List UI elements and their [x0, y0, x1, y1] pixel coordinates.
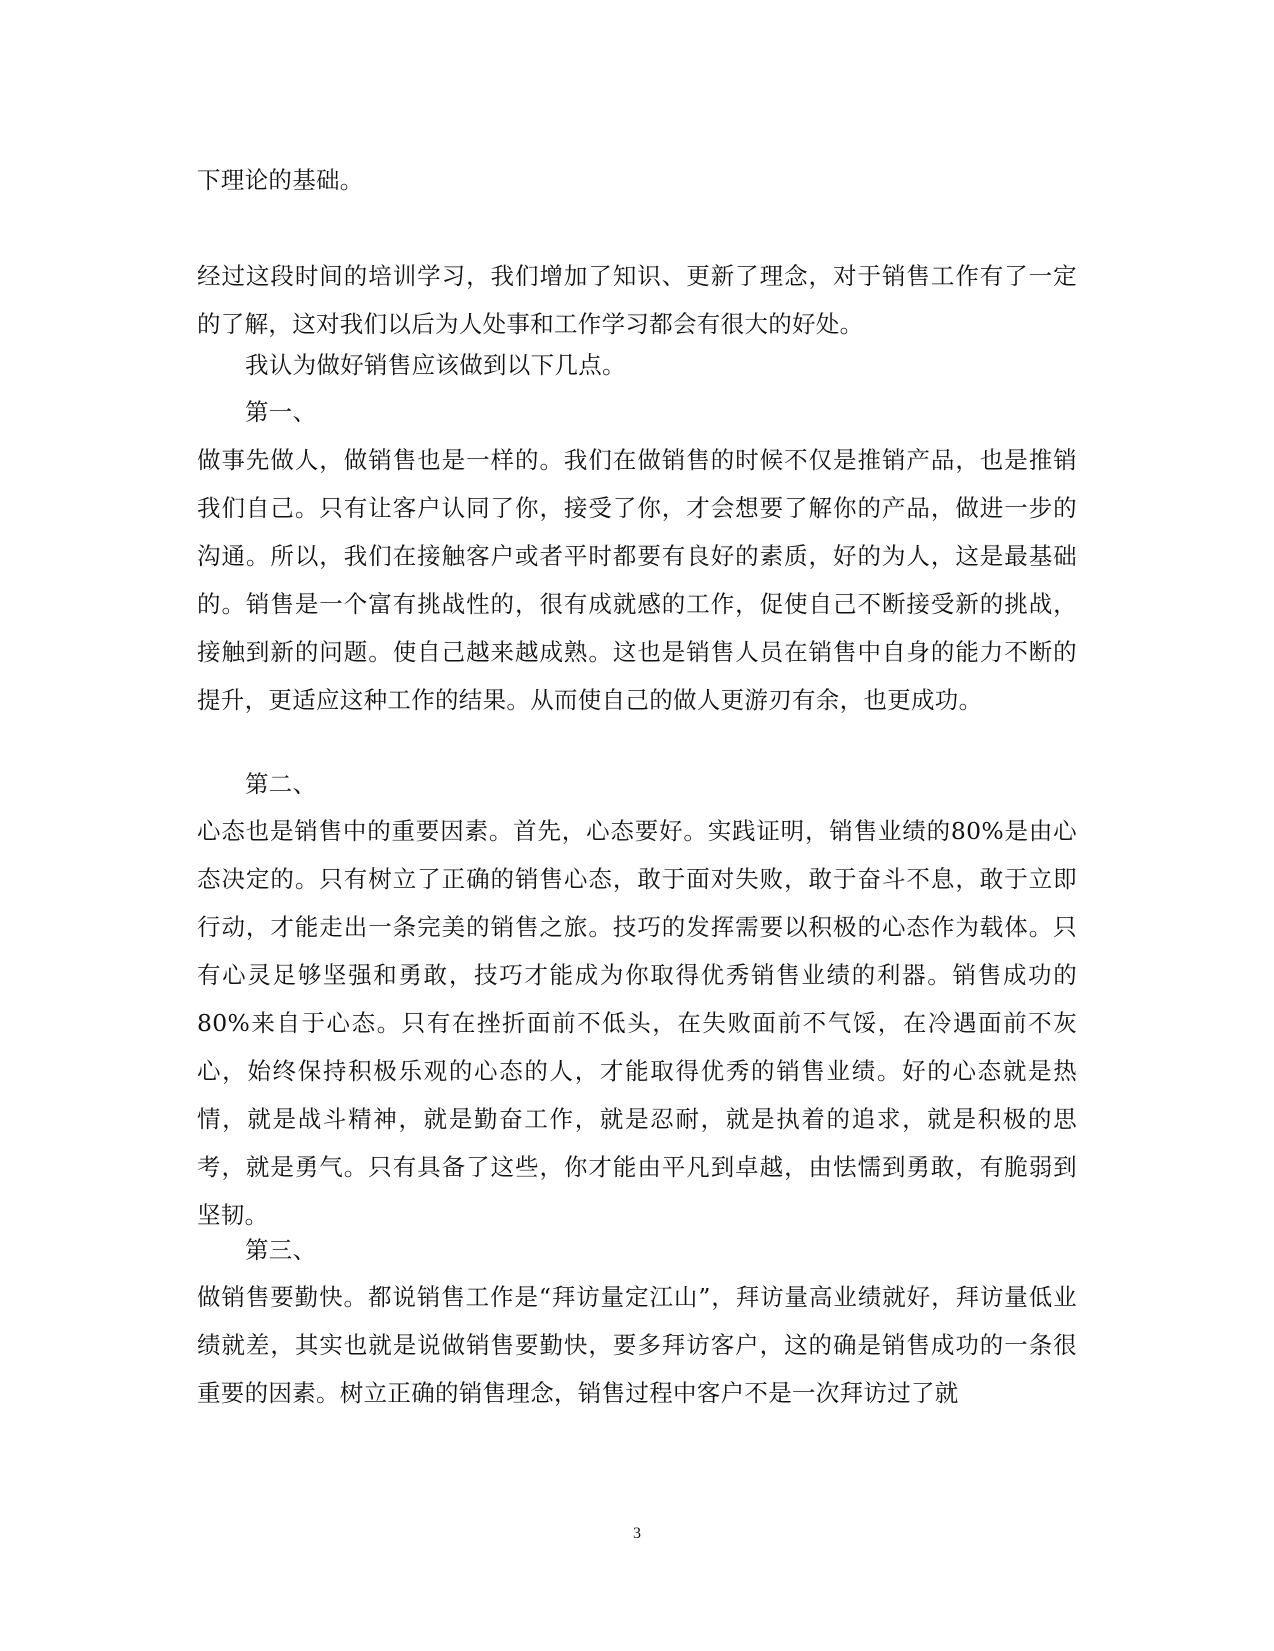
- paragraph-second: 心态也是销售中的重要因素。首先，心态要好。实践证明，销售业绩的80%是由心态决定的。只有树立了正确的销售心态，敢于面对失败，敢于奋斗不息，敢于立即行动，才能走出一条完美的销售之旅。技巧的发挥需要以积极的心态作为载体。只有心灵足够坚强和勇敢，技巧才能成为你取得优秀销售业绩的利器。销售成功的80%来自于心态。只有在挫折面前不低头，在失败面前不气馁，在冷遇面前不灰心，始终保持积极乐观的心态的人，才能取得优秀的销售业绩。好的心态就是热情，就是战斗精神，就是勤奋工作，就是忍耐，就是执着的追求，就是积极的思考，就是勇气。只有具备了这些，你才能由平凡到卓越，由怯懦到勇敢，有脆弱到坚韧。: [197, 817, 1077, 1229]
- paragraph-continuation: 下理论的基础。: [197, 166, 364, 194]
- paragraph-intro: 经过这段时间的培训学习，我们增加了知识、更新了理念，对于销售工作有了一定的了解，这对我们以后为人处事和工作学习都会有很大的好处。: [197, 262, 1077, 338]
- section-heading-second: 第二、: [245, 770, 317, 798]
- paragraph-lead: 我认为做好销售应该做到以下几点。: [245, 351, 626, 379]
- paragraph-third: 做销售要勤快。都说销售工作是“拜访量定江山”，拜访量高业绩就好，拜访量低业绩就差，其实也就是说做销售要勤快，要多拜访客户，这的确是销售成功的一条很重要的因素。树立正确的销售理念，销售过程中客户不是一次拜访过了就: [197, 1283, 1077, 1407]
- section-heading-first: 第一、: [245, 398, 317, 426]
- page-number: 3: [633, 1525, 641, 1542]
- section-heading-third: 第三、: [245, 1236, 317, 1264]
- paragraph-first: 做事先做人，做销售也是一样的。我们在做销售的时候不仅是推销产品，也是推销我们自己。只有让客户认同了你，接受了你，才会想要了解你的产品，做进一步的沟通。所以，我们在接触客户或者平时都要有良好的素质，好的为人，这是最基础的。销售是一个富有挑战性的，很有成就感的工作，促使自己不断接受新的挑战，接触到新的问题。使自己越来越成熟。这也是销售人员在销售中自身的能力不断的提升，更适应这种工作的结果。从而使自己的做人更游刃有余，也更成功。: [197, 446, 1077, 714]
